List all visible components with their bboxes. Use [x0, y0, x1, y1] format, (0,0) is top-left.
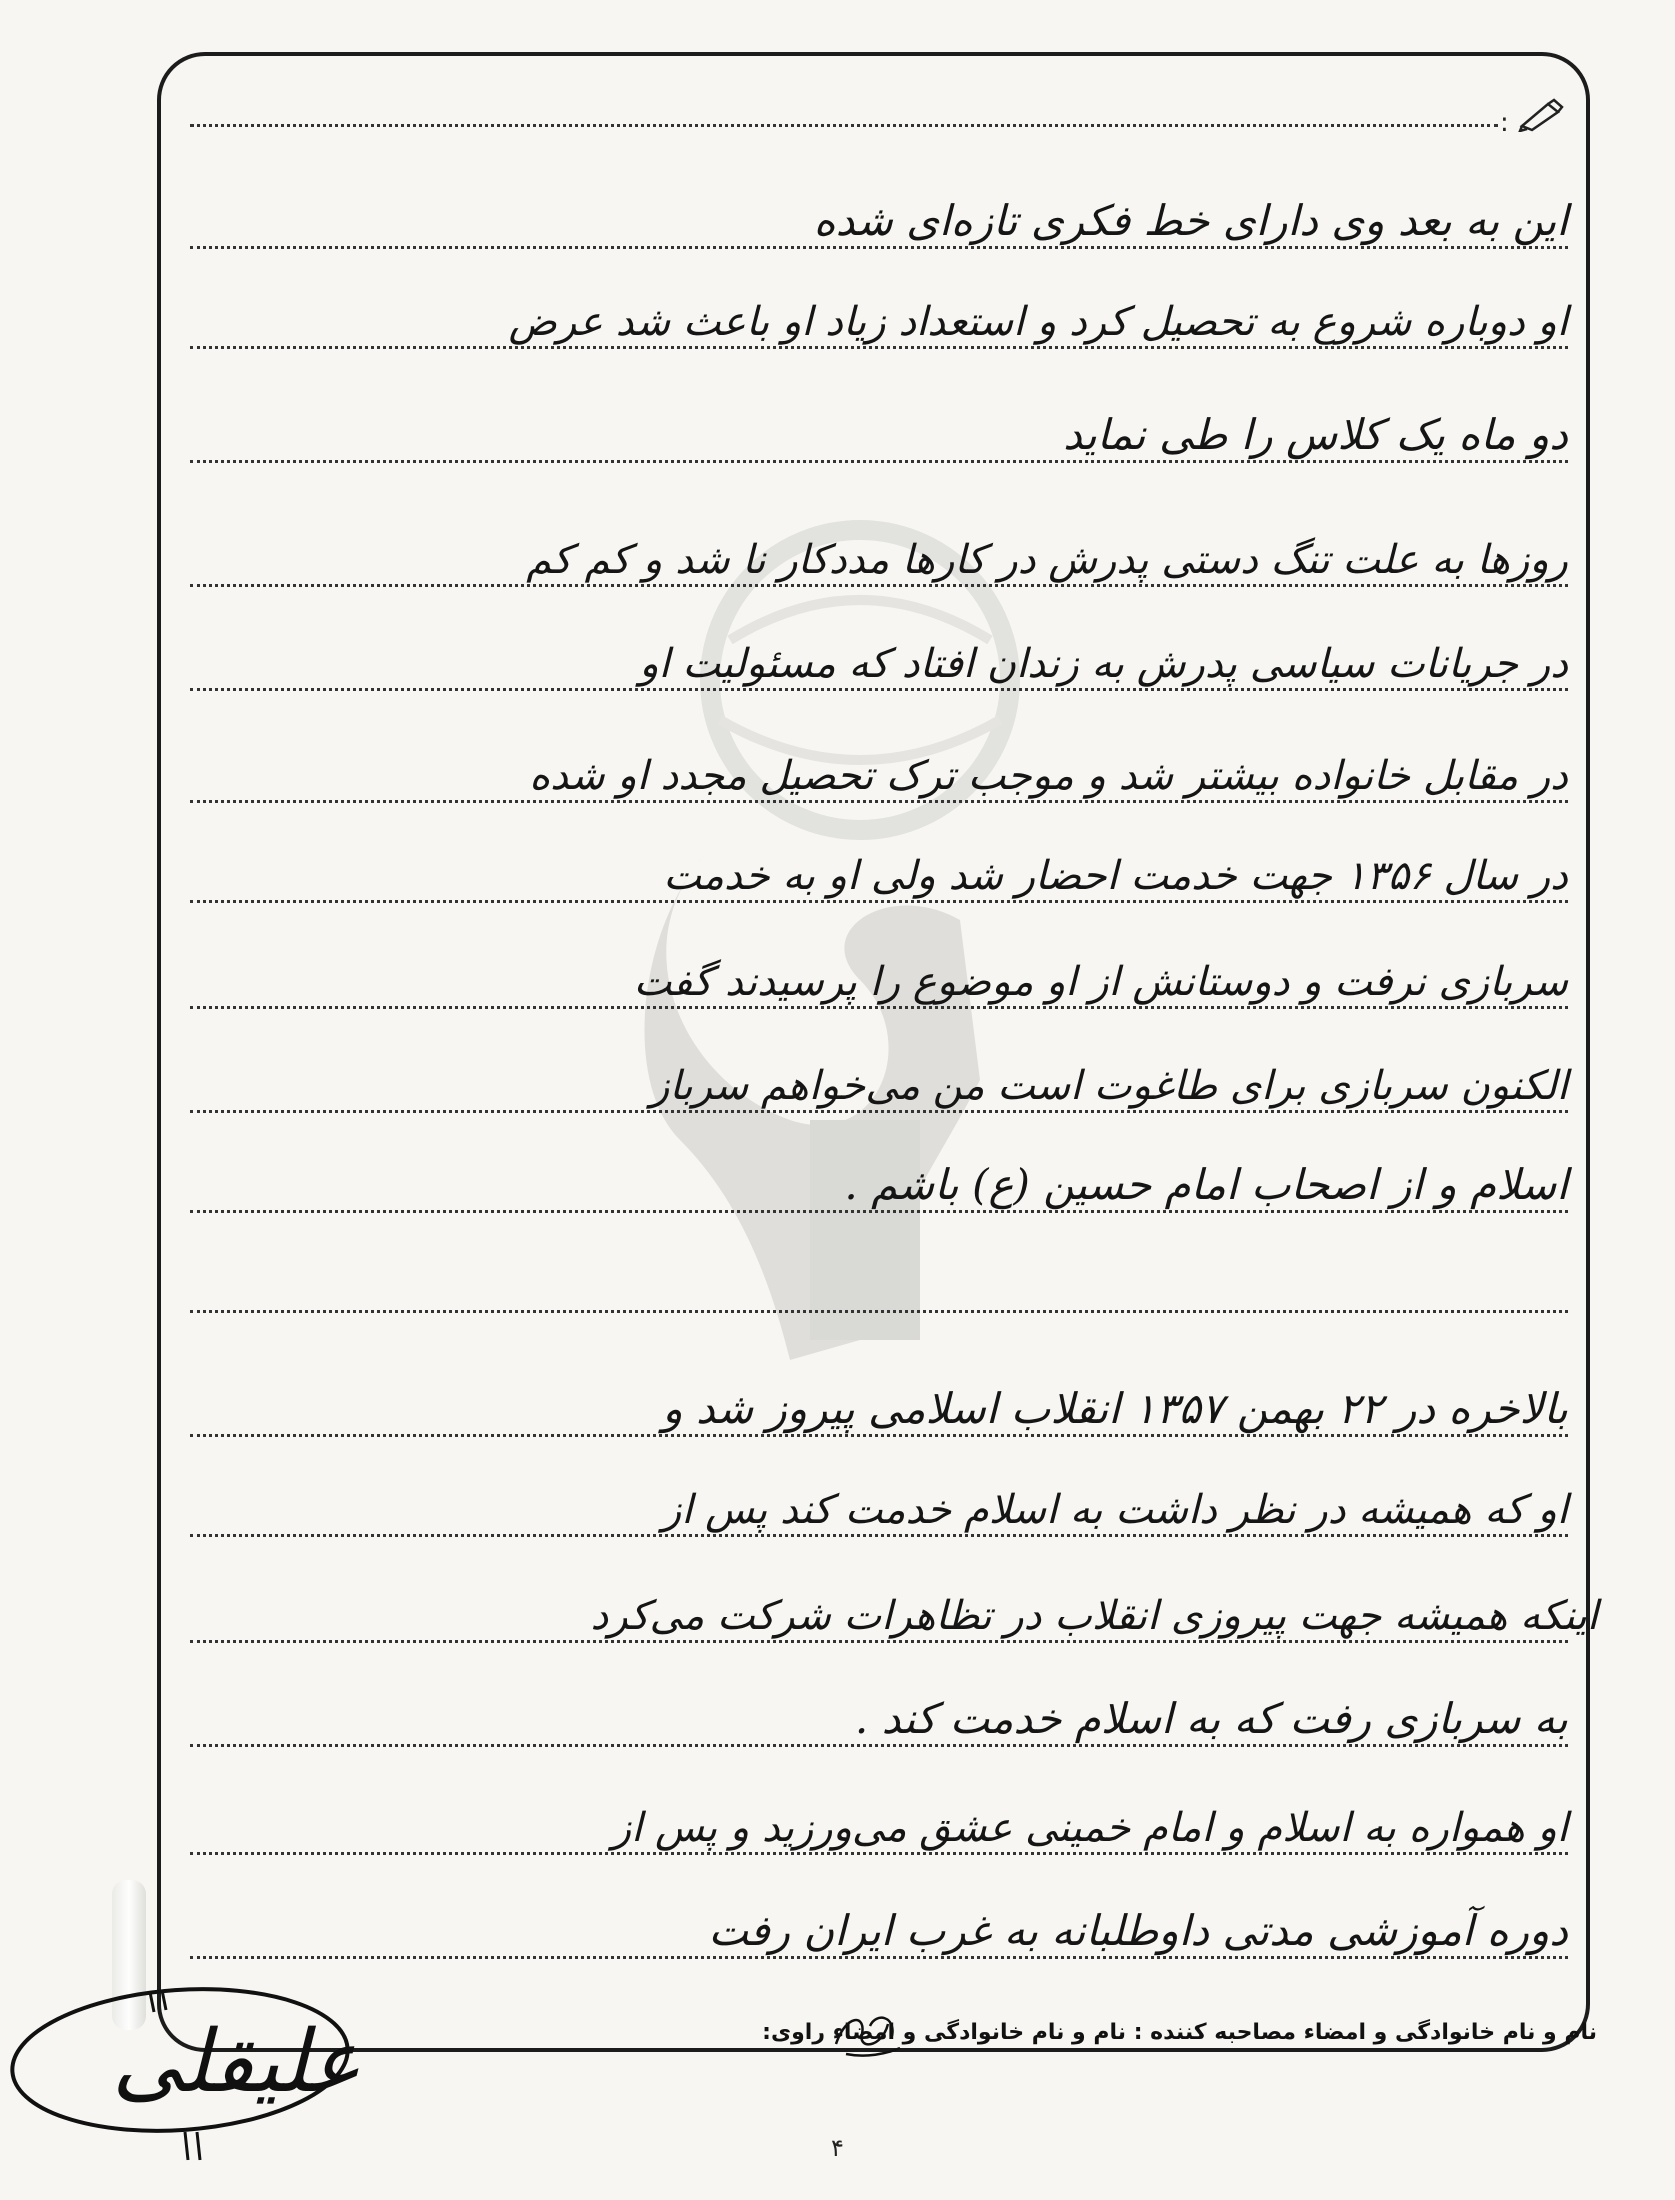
footer-labels — [652, 2020, 1597, 2045]
ruled-line — [190, 853, 1568, 903]
pen-icon — [1518, 98, 1564, 132]
ruled-line — [190, 1310, 1568, 1313]
handwritten-line: این به بعد وی دارای خط فکری تازه‌ای شده — [813, 196, 1568, 245]
handwritten-line: به سربازی رفت که به اسلام خدمت کند . — [854, 1694, 1568, 1743]
handwritten-line: او که همیشه در نظر داشت به اسلام خدمت کند پس از — [662, 1487, 1568, 1533]
interviewer-label: نام و نام خانوادگی و امضاء مصاحبه کننده : — [1133, 2020, 1597, 2045]
handwritten-line: دو ماه یک کلاس را طی نماید — [1063, 410, 1568, 459]
ruled-line — [190, 959, 1568, 1009]
handwritten-line: روزها به علت تنگ دستی پدرش در کارها مددکار نا شد و کم کم — [526, 537, 1568, 583]
ruled-line — [190, 1906, 1568, 1959]
narrator-signature-text: علیقلی — [112, 2012, 362, 2112]
ruled-line — [190, 196, 1568, 249]
narrator-label: نام و نام خانوادگی و امضاء راوی: — [762, 2020, 1127, 2045]
pen-marker-colon: : — [1500, 108, 1509, 138]
handwritten-line: در جریانات سیاسی پدرش به زندان افتاد که مسئولیت او — [639, 641, 1568, 687]
ruled-line — [190, 124, 1498, 127]
ruled-line — [190, 1593, 1598, 1643]
ruled-line — [190, 1487, 1568, 1537]
page-number: ۴ — [831, 2134, 844, 2162]
ruled-line — [190, 1160, 1568, 1213]
ruled-line — [190, 299, 1568, 349]
handwritten-line: در مقابل خانواده بیشتر شد و موجب ترک تحصیل مجدد او شده — [529, 753, 1568, 799]
ruled-line — [190, 537, 1568, 587]
handwritten-line: بالاخره در ۲۲ بهمن ۱۳۵۷ انقلاب اسلامی پیروز شد و — [662, 1384, 1568, 1433]
handwritten-line: او دوباره شروع به تحصیل کرد و استعداد زیاد او باعث شد عرض — [508, 299, 1568, 345]
interviewer-signature — [826, 2004, 906, 2060]
handwritten-line: دوره آموزشی مدتی داوطلبانه به غرب ایران رفت — [708, 1906, 1568, 1955]
ruled-line — [190, 1384, 1568, 1437]
ruled-line — [190, 1694, 1568, 1747]
ruled-line — [190, 641, 1568, 691]
handwritten-line: اسلام و از اصحاب امام حسین (ع) باشم . — [844, 1160, 1568, 1209]
ruled-line — [190, 1063, 1568, 1113]
handwritten-line: سربازی نرفت و دوستانش از او موضوع را پرسیدند گفت — [633, 959, 1568, 1005]
handwritten-line: الکنون سربازی برای طاغوت است من می‌خواهم سرباز — [650, 1063, 1568, 1109]
ruled-line — [190, 410, 1568, 463]
handwritten-line: در سال ۱۳۵۶ جهت خدمت احضار شد ولی او به خدمت — [663, 853, 1568, 899]
ruled-line — [190, 1805, 1568, 1855]
handwritten-line: او همواره به اسلام و امام خمینی عشق می‌ورزید و پس از — [611, 1805, 1568, 1851]
ruled-line — [190, 753, 1568, 803]
handwritten-line: اینکه همیشه جهت پیروزی انقلاب در تظاهرات شرکت می‌کرد — [590, 1593, 1598, 1639]
